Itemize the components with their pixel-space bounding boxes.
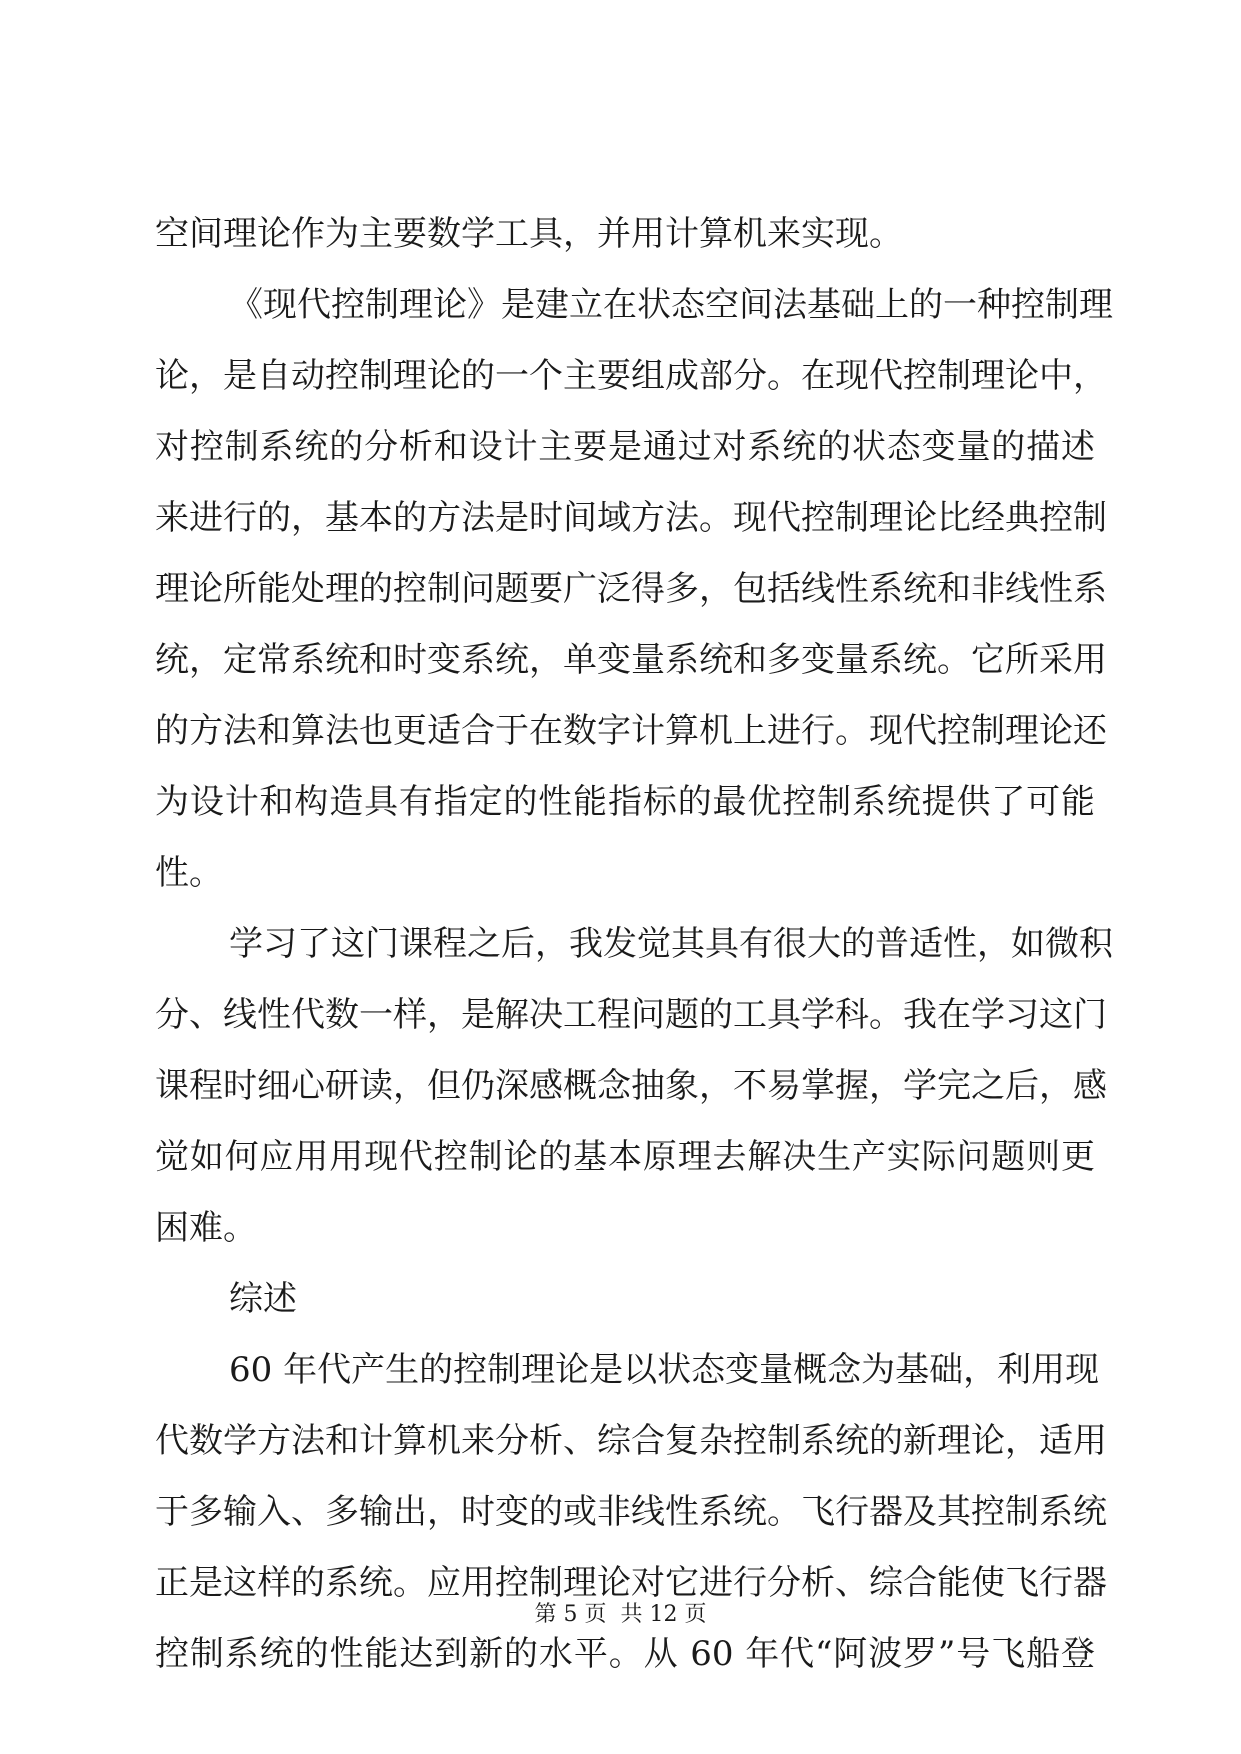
text-line: 论，是自动控制理论的一个主要组成部分。在现代控制理论中， [155,356,1107,396]
text-line: 代数学方法和计算机来分析、综合复杂控制系统的新理论，适用 [155,1421,1107,1461]
text-line: 空间理论作为主要数学工具，并用计算机来实现。 [155,214,903,254]
text-line: 对控制系统的分析和设计主要是通过对系统的状态变量的描述 [155,427,1095,467]
text-line: 性。 [155,853,223,893]
text-line: 的方法和算法也更适合于在数字计算机上进行。现代控制理论还 [155,711,1107,751]
text-line: 为设计和构造具有指定的性能指标的最优控制系统提供了可能 [155,782,1095,822]
text-line: 困难。 [155,1208,257,1248]
section-heading: 综述 [229,1279,297,1319]
page-footer [0,1600,1241,1630]
body-text [155,199,1113,1690]
text-line: 正是这样的系统。应用控制理论对它进行分析、综合能使飞行器 [155,1563,1107,1603]
text-line: 觉如何应用用现代控制论的基本原理去解决生产实际问题则更 [155,1137,1095,1177]
text-line: 来进行的，基本的方法是时间域方法。现代控制理论比经典控制 [155,498,1107,538]
text-line: 于多输入、多输出，时变的或非线性系统。飞行器及其控制系统 [155,1492,1107,1532]
text-line: 理论所能处理的控制问题要广泛得多，包括线性系统和非线性系 [155,569,1107,609]
page-number: 第 5 页 共 12 页 [534,1602,707,1627]
text-line: 统，定常系统和时变系统，单变量系统和多变量系统。它所采用 [155,640,1107,680]
text-line: 控制系统的性能达到新的水平。从 60 年代“阿波罗”号飞船登 [155,1634,1095,1674]
text-line: 60 年代产生的控制理论是以状态变量概念为基础，利用现 [229,1350,1100,1390]
text-line: 分、线性代数一样，是解决工程问题的工具学科。我在学习这门 [155,995,1107,1035]
text-line: 《现代控制理论》是建立在状态空间法基础上的一种控制理 [229,285,1113,325]
text-line: 学习了这门课程之后，我发觉其具有很大的普适性，如微积 [229,924,1113,964]
text-line: 课程时细心研读，但仍深感概念抽象，不易掌握，学完之后，感 [155,1066,1107,1106]
